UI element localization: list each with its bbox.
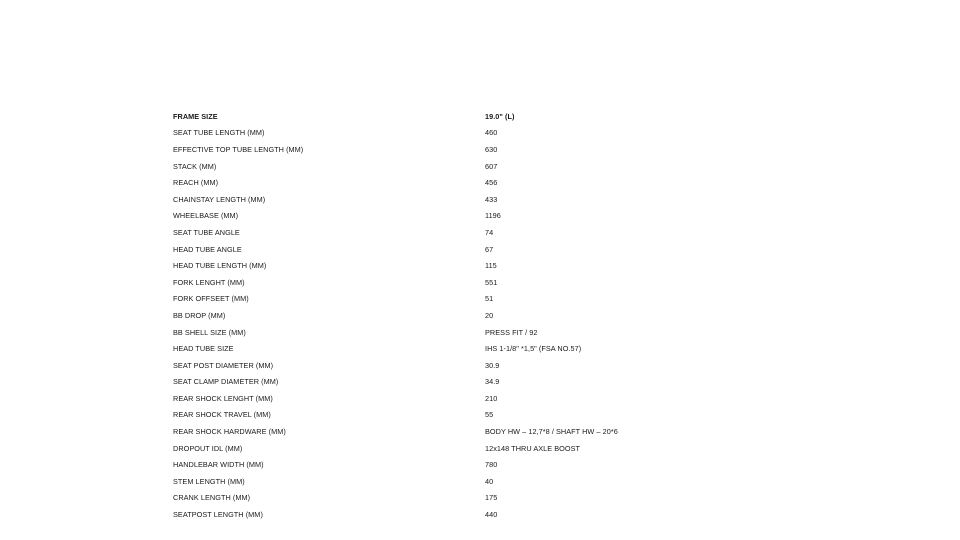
table-row [173,158,733,175]
table-row [173,390,733,407]
row-value: 55 [485,410,494,420]
table-row [173,191,733,208]
row-value: 210 [485,393,498,403]
row-value: 551 [485,277,498,287]
row-value: 74 [485,227,494,237]
row-label: HEAD TUBE SIZE [173,344,234,354]
table-row [173,473,733,490]
row-label: FORK LENGHT (MM) [173,277,245,287]
table-row [173,340,733,357]
row-label: HANDLEBAR WIDTH (MM) [173,460,264,470]
row-value: IHS 1-1/8" *1,5" (FSA NO.57) [485,344,582,354]
row-label: REAR SHOCK TRAVEL (MM) [173,410,271,420]
table-row [173,374,733,391]
row-label: REAR SHOCK LENGHT (MM) [173,393,273,403]
table-row [173,257,733,274]
table-row [173,241,733,258]
row-label: HEAD TUBE ANGLE [173,244,242,254]
row-label: REAR SHOCK HARDWARE (MM) [173,427,286,437]
row-value: 607 [485,161,498,171]
row-value: 1196 [485,211,501,221]
row-value: 51 [485,294,494,304]
row-value: 67 [485,244,494,254]
header-value: 19.0" (L) [485,111,515,121]
row-label: REACH (MM) [173,178,219,188]
row-label: CHAINSTAY LENGTH (MM) [173,194,266,204]
row-value: 34.9 [485,377,500,387]
table-row [173,440,733,457]
row-value: 440 [485,510,498,520]
table-row [173,324,733,341]
table-row [173,274,733,291]
table-row [173,125,733,142]
row-value: 780 [485,460,498,470]
row-value: 175 [485,493,498,503]
table-row [173,407,733,424]
header-label: FRAME SIZE [173,111,218,121]
row-value: 433 [485,194,498,204]
row-label: SEAT TUBE ANGLE [173,227,240,237]
row-label: BB SHELL SIZE (MM) [173,327,246,337]
table-row [173,291,733,308]
row-label: SEAT CLAMP DIAMETER (MM) [173,377,279,387]
row-label: CRANK LENGTH (MM) [173,493,251,503]
row-value: 30.9 [485,360,500,370]
row-label: STEM LENGTH (MM) [173,476,245,486]
row-label: HEAD TUBE LENGTH (MM) [173,261,267,271]
table-row [173,506,733,523]
table-row [173,423,733,440]
row-value: BODY HW – 12,7*8 / SHAFT HW – 20*6 [485,427,618,437]
table-row [173,208,733,225]
row-value: 630 [485,144,498,154]
table-body [173,125,733,523]
row-label: FORK OFFSEET (MM) [173,294,249,304]
row-value: 115 [485,261,497,271]
table-row [173,174,733,191]
table-row [173,357,733,374]
row-label: BB DROP (MM) [173,310,226,320]
row-label: DROPOUT IDL (MM) [173,443,243,453]
row-value: 40 [485,476,494,486]
row-value: 456 [485,178,498,188]
row-value: 20 [485,310,494,320]
row-value: 460 [485,128,498,138]
table-row [173,456,733,473]
row-label: SEATPOST LENGTH (MM) [173,510,263,520]
table-row [173,141,733,158]
row-label: STACK (MM) [173,161,217,171]
row-value: 12x148 THRU AXLE BOOST [485,443,581,453]
row-label: SEAT TUBE LENGTH (MM) [173,128,265,138]
row-label: WHEELBASE (MM) [173,211,239,221]
table-row [173,307,733,324]
row-value: PRESS FIT / 92 [485,327,538,337]
geometry-table [173,108,733,523]
table-row [173,224,733,241]
table-row [173,490,733,507]
table-header-row [173,108,733,125]
row-label: EFFECTIVE TOP TUBE LENGTH (MM) [173,144,304,154]
row-label: SEAT POST DIAMETER (MM) [173,360,274,370]
